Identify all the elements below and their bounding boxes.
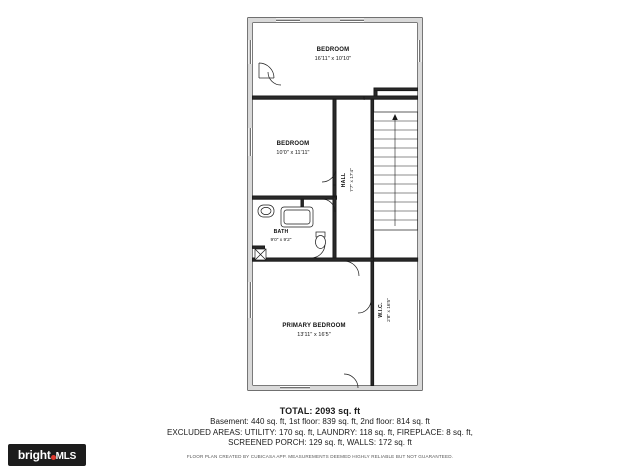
room-dim-bedroom-1: 16'11" x 10'10" <box>314 56 352 62</box>
room-label-hall: HALL <box>341 172 347 188</box>
watermark-brand-text: bright <box>17 448 51 462</box>
floor-plan-caption <box>0 405 640 461</box>
caption-total: TOTAL: 2093 sq. ft <box>279 406 361 416</box>
room-dim-wic: 2'8" x 16'5" <box>387 298 392 322</box>
room-label-bath: BATH <box>273 229 289 235</box>
watermark-brand-suffix: MLS <box>55 451 77 462</box>
room-label-primary-bedroom: PRIMARY BEDROOM <box>282 323 346 329</box>
caption-disclaimer: FLOOR PLAN CREATED BY CUBICASA APP. MEASUREMENTS DEEMED HIGHLY RELIABLE BUT NOT GUARANTEED. <box>186 453 454 459</box>
room-dim-primary-bedroom: 13'11" x 16'5" <box>297 332 331 338</box>
watermark-brand <box>18 448 76 462</box>
room-label-bedroom-1: BEDROOM <box>316 47 350 53</box>
room-label-wic: W.I.C. <box>378 302 384 318</box>
watermark-dot-icon <box>51 455 56 460</box>
caption-excluded-2: SCREENED PORCH: 129 sq. ft, WALLS: 172 sq. ft <box>228 438 412 447</box>
caption-floors: Basement: 440 sq. ft, 1st floor: 839 sq. ft, 2nd floor: 814 sq. ft <box>210 417 430 426</box>
room-label-bedroom-2: BEDROOM <box>276 141 310 147</box>
room-dim-bath: 9'0" x 9'2" <box>270 238 292 243</box>
staircase <box>374 112 418 230</box>
bright-mls-watermark <box>8 444 86 466</box>
caption-excluded-1: EXCLUDED AREAS: UTILITY: 170 sq. ft, LAUNDRY: 118 sq. ft, FIREPLACE: 8 sq. ft, <box>167 427 473 437</box>
room-dim-hall: 7'7" x 17'4" <box>350 168 355 192</box>
room-dim-bedroom-2: 10'0" x 11'11" <box>276 150 310 156</box>
